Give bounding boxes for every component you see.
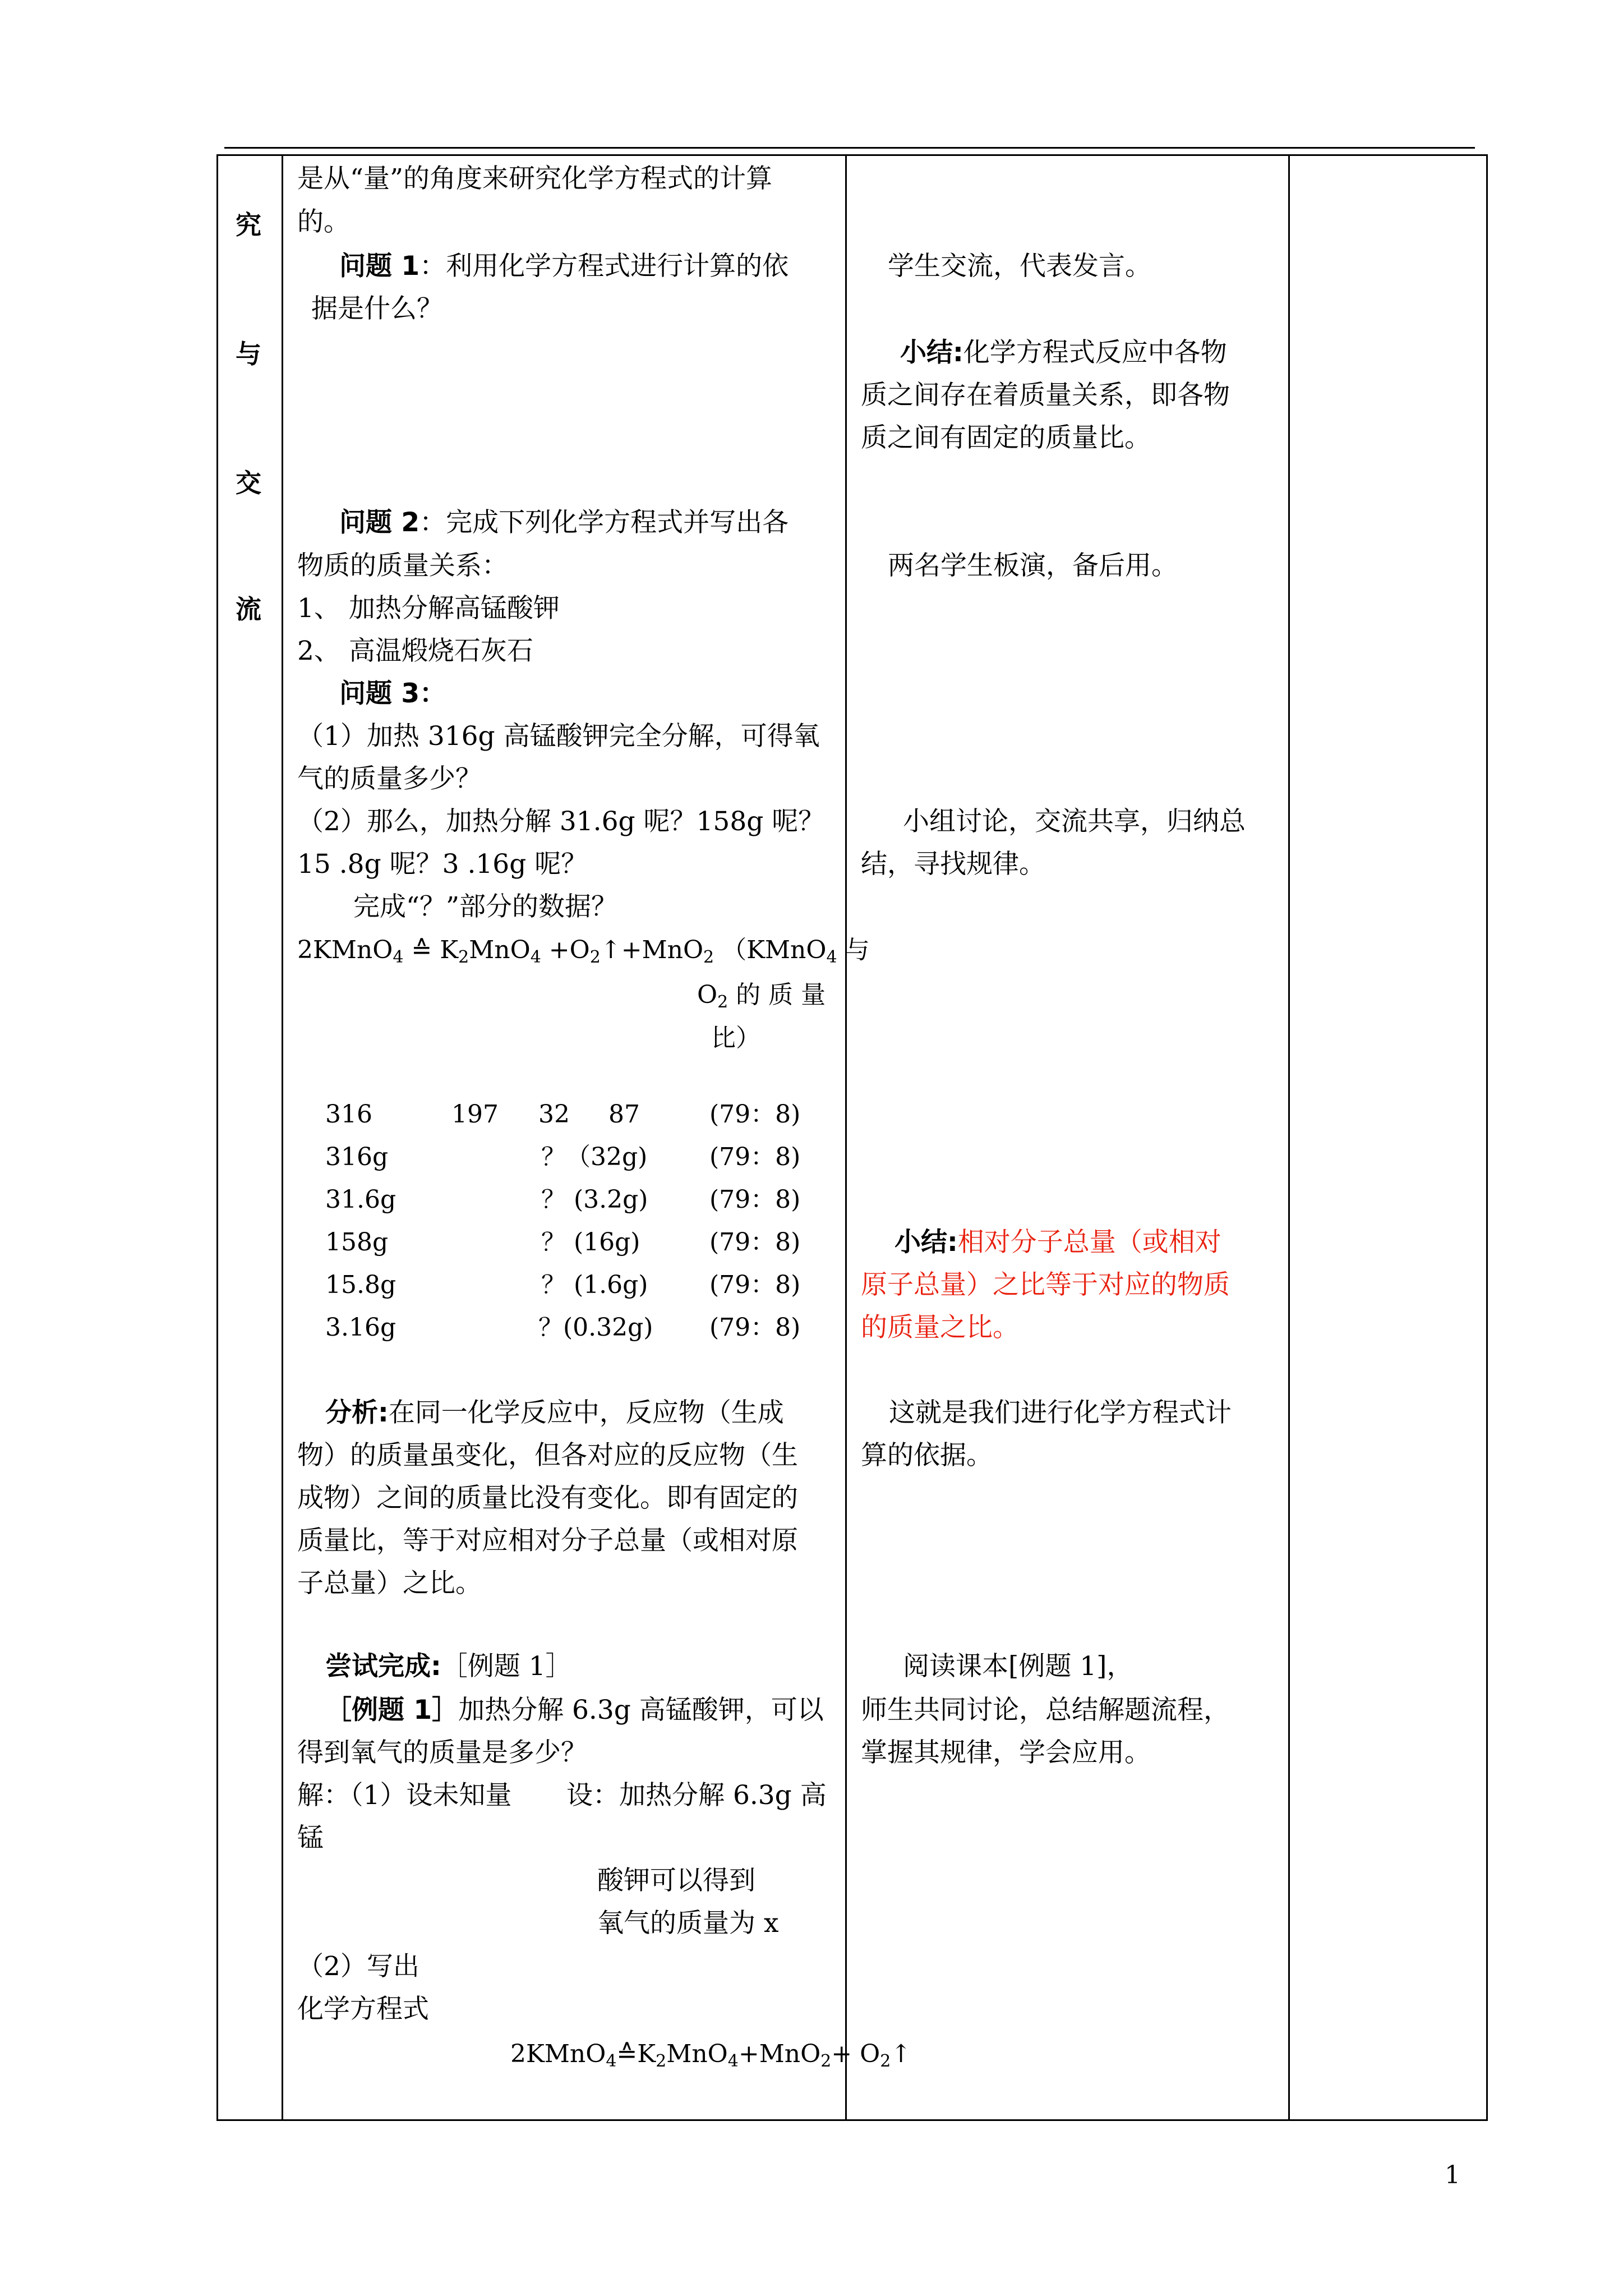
column-divider-2 — [845, 154, 847, 2121]
analysis-line: 物）的质量虽变化，但各对应的反应物（生 — [297, 1440, 798, 1471]
question-3-label: 问题 3： — [339, 678, 446, 709]
example-1-line: 得到氧气的质量是多少？ — [297, 1737, 587, 1768]
reaction-equation-cont: $O_2$ 的 质 量 — [697, 981, 826, 1012]
side-label-char: 与 — [236, 339, 261, 369]
question-3-line: （1）加热 316g 高锰酸钾完全分解，可得氧 — [297, 721, 820, 752]
basis-line: 这就是我们进行化学方程式计 — [889, 1397, 1232, 1428]
student-activity: 学生交流，代表发言。 — [888, 251, 1151, 282]
summary-2-label: 小结: — [895, 1227, 958, 1258]
page-number: 1 — [1445, 2161, 1460, 2189]
column-divider-3 — [1288, 154, 1290, 2121]
intro-line: 是从“量”的角度来研究化学方程式的计算 — [297, 163, 773, 194]
question-3-line: 气的质量多少？ — [297, 763, 482, 794]
side-label-char: 流 — [236, 594, 261, 624]
mass-cell: 3.16g — [325, 1313, 396, 1342]
question-2-item: 2、 高温煅烧石灰石 — [297, 636, 533, 666]
table-bottom-border — [216, 2119, 1488, 2121]
table-left-border — [216, 154, 218, 2121]
mass-cell: 32 — [538, 1100, 570, 1129]
table-top-border — [216, 154, 1488, 156]
mass-cell: (79：8) — [709, 1228, 801, 1257]
mass-row: 316 — [325, 1100, 372, 1129]
mass-cell: 31.6g — [325, 1185, 396, 1214]
analysis-label: 分析: — [325, 1397, 389, 1428]
basis-line: 算的依据。 — [861, 1440, 993, 1471]
summary-1-label: 小结: — [900, 337, 963, 368]
try-line: 尝试完成:［例题 1］ — [325, 1651, 572, 1682]
mass-cell: (79：8) — [709, 1100, 801, 1129]
group-discussion-line: 结，寻找规律。 — [861, 849, 1045, 880]
solution-line: 酸钾可以得到 — [597, 1865, 755, 1896]
question-1-label: 问题 1 — [339, 251, 420, 282]
solution-line: 化学方程式 — [297, 1994, 429, 2024]
question-2-item: 1、 加热分解高锰酸钾 — [297, 593, 560, 624]
mass-cell: ？ (1.6g) — [541, 1271, 648, 1299]
reaction-equation-cont: 比） — [711, 1024, 760, 1052]
analysis-line: 质量比，等于对应相对分子总量（或相对原 — [297, 1525, 798, 1556]
question-1: 问题 1：利用化学方程式进行计算的依 — [339, 251, 789, 282]
solution-line: （2）写出 — [297, 1951, 419, 1982]
solution-line: 解：（1）设未知量 — [297, 1780, 512, 1811]
mass-cell: (79：8) — [709, 1143, 801, 1171]
mass-cell: 197 — [451, 1100, 499, 1129]
mass-cell: (79：8) — [709, 1185, 801, 1214]
question-2-label: 问题 2 — [339, 507, 420, 538]
solution-line: 设：加热分解 6.3g 高 — [566, 1780, 827, 1811]
question-2: 问题 2：完成下列化学方程式并写出各 — [339, 507, 789, 538]
reading-line: 师生共同讨论，总结解题流程， — [861, 1695, 1230, 1726]
mass-cell: (79：8) — [709, 1271, 801, 1299]
group-discussion-line: 小组讨论，交流共享，归纳总 — [903, 806, 1246, 837]
analysis-line: 分析:在同一化学反应中，反应物（生成 — [325, 1397, 784, 1428]
example-1-line: ［例题 1］加热分解 6.3g 高锰酸钾，可以 — [325, 1695, 824, 1726]
summary-1-line: 质之间存在着质量关系，即各物 — [861, 380, 1230, 411]
side-label-char: 究 — [236, 210, 261, 240]
mass-cell: 15.8g — [325, 1271, 396, 1299]
solution-line: 锰 — [297, 1823, 324, 1853]
question-1-line: 据是什么？ — [311, 293, 443, 324]
question-3-line: 完成“？”部分的数据？ — [353, 891, 618, 922]
mass-cell: ？（32g) — [541, 1143, 648, 1171]
mass-cell: (79：8) — [709, 1313, 801, 1342]
question-3-line: （2）那么，加热分解 31.6g 呢？158g 呢？ — [297, 806, 825, 837]
mass-cell: 316g — [325, 1143, 389, 1171]
question-2-line: 物质的质量关系： — [297, 550, 508, 581]
question-3-line: 15 .8g 呢？3 .16g 呢？ — [297, 849, 588, 880]
reading-line: 阅读课本[例题 1]， — [903, 1651, 1133, 1682]
header-rule — [224, 147, 1475, 149]
summary-1-line: 质之间有固定的质量比。 — [861, 422, 1151, 453]
try-label: 尝试完成: — [325, 1651, 441, 1682]
summary-2-line: 原子总量）之比等于对应的物质 — [861, 1269, 1230, 1300]
reaction-equation: 2KMnO$_4$ ≙ $K_2MnO_4$ $+O_2↑+MnO_2$ （KMnO$_4$ 与 — [297, 936, 870, 967]
mass-cell: ？(0.32g) — [538, 1313, 653, 1342]
intro-line: 的。 — [297, 206, 350, 237]
analysis-line: 成物）之间的质量比没有变化。即有固定的 — [297, 1483, 798, 1513]
solution-line: 氧气的质量为 x — [597, 1908, 779, 1939]
analysis-line: 子总量）之比。 — [297, 1568, 482, 1599]
summary-2-line: 的质量之比。 — [861, 1312, 1019, 1343]
column-divider-1 — [282, 154, 283, 2121]
reading-line: 掌握其规律，学会应用。 — [861, 1737, 1151, 1768]
example-1-label: ［例题 1］ — [325, 1695, 459, 1726]
table-right-border — [1486, 154, 1488, 2121]
mass-cell: ？ (3.2g) — [541, 1185, 648, 1214]
student-activity: 两名学生板演，备后用。 — [888, 550, 1178, 581]
mass-cell: 158g — [325, 1228, 389, 1257]
summary-1-line: 小结:化学方程式反应中各物 — [900, 337, 1227, 368]
summary-2-line: 小结:相对分子总量（或相对 — [895, 1227, 1221, 1258]
mass-cell: ？ (16g) — [541, 1228, 640, 1257]
solution-equation: $2KMnO_4≙K_2MnO_4+MnO_2+$ $O_2↑$ — [510, 2040, 912, 2071]
side-label-char: 交 — [236, 468, 261, 498]
mass-cell: 87 — [608, 1100, 640, 1129]
